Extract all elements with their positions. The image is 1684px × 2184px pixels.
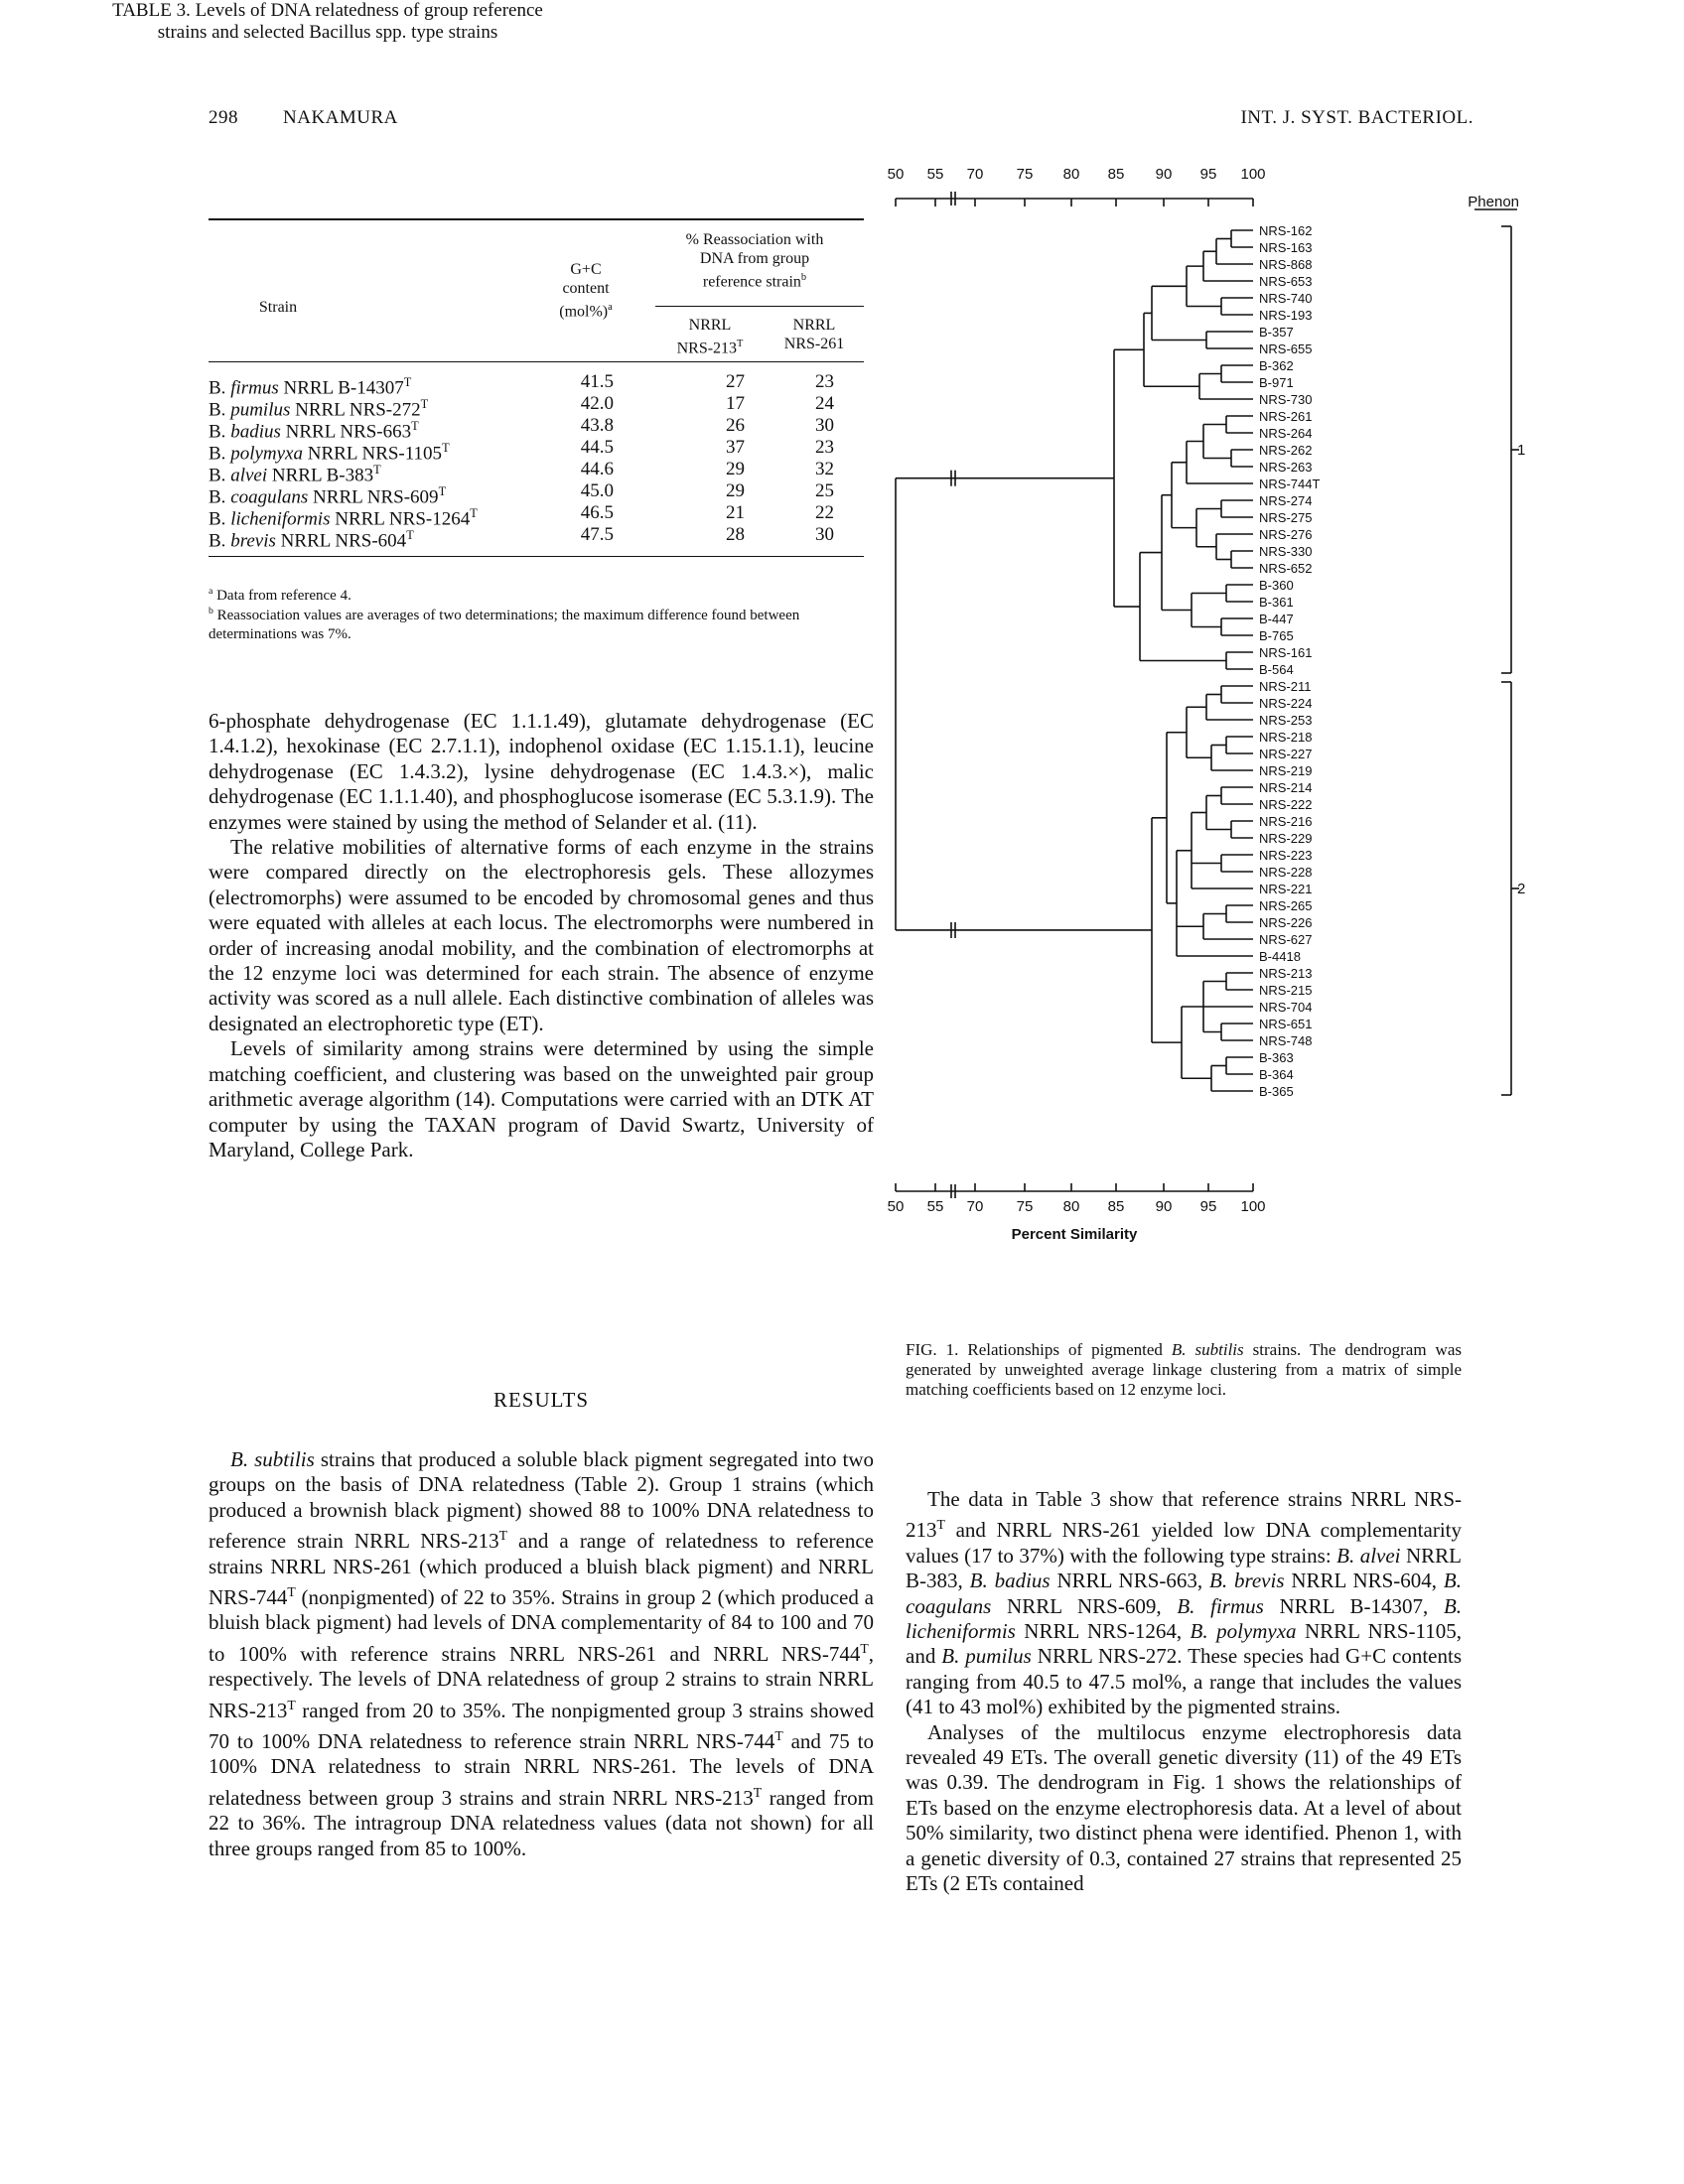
axis-tick-label: 75 [1016, 166, 1034, 183]
axis-tick-label: 85 [1107, 1198, 1125, 1215]
results-text [209, 1447, 874, 1861]
reassoc-nrs213: 17 [726, 393, 745, 414]
dendrogram-leaf-label: NRS-330 [1259, 544, 1313, 559]
body-paragraph: Analyses of the multilocus enzyme electrophoresis data revealed 49 ETs. The overall genetic diversity (11) of the 49 ETs was 0.39. The dendrogram in Fig. 1 shows the relationships of ETs based on the enzyme electrophoresis data. At a level of about 50% similarity, two distinct phena were identified. Phenon 1, with a genetic diversity of 0.3, contained 27 strains that represented 25 ETs (2 ETs contained [906, 1719, 1462, 1896]
table-title-line2: strains and selected Bacillus spp. type strains [157, 22, 498, 43]
dendrogram-leaf-label: NRS-214 [1259, 780, 1313, 795]
col-header-gc-line1: G+C [570, 261, 602, 278]
axis-tick-label: 75 [1016, 1198, 1034, 1215]
col-header-reassociation [645, 230, 864, 291]
reassoc-nrs261: 23 [815, 371, 834, 392]
axis-tick-label: 90 [1155, 1198, 1173, 1215]
dendrogram-leaf-label: B-360 [1259, 578, 1294, 593]
axis-tick-label: 50 [887, 1198, 905, 1215]
reassoc-nrs261: 24 [815, 393, 834, 414]
body-paragraph: The data in Table 3 show that reference strains NRRL NRS-$213^T$ and NRRL NRS-261 yielded low DNA complementarity values (17 to 37%) with the following type strains: B. alvei NRRL B-383, B. badius NRRL NRS-663, B. brevis NRRL NRS-604, B. coagulans NRRL NRS-609, B. firmus NRRL B-14307, B. licheniformis NRRL NRS-1264, B. polymyxa NRRL NRS-1105, and B. pumilus NRRL NRS-272. These species had G+C contents ranging from 40.5 to 47.5 mol%, a range that includes the values (41 to 43 mol%) exhibited by the pigmented strains. [906, 1487, 1463, 1719]
dendrogram-leaf-label: NRS-211 [1259, 679, 1312, 694]
reassoc-nrs213: 21 [726, 502, 745, 523]
col-header-gc [541, 260, 631, 321]
table-title [0, 0, 655, 44]
dendrogram-leaf-label: NRS-262 [1259, 443, 1313, 458]
dendrogram-leaf-label: NRS-228 [1259, 865, 1313, 880]
dendrogram-leaf-label: NRS-229 [1259, 831, 1313, 846]
reassoc-nrs213: 28 [726, 524, 745, 545]
dendrogram-leaf-label: NRS-651 [1259, 1017, 1313, 1031]
dendrogram-leaf-label: NRS-265 [1259, 898, 1313, 913]
phenon-label: 2 [1517, 881, 1526, 897]
dendrogram-leaf-label: NRS-223 [1259, 848, 1313, 863]
col-header-nrs213-line1: NRRL [688, 317, 732, 334]
reassoc-nrs261: 32 [815, 459, 834, 479]
axis-tick-label: 55 [926, 1198, 944, 1215]
dendrogram-leaf-label: NRS-222 [1259, 797, 1313, 812]
dendrogram-leaf-label: NRS-730 [1259, 392, 1313, 407]
reassoc-nrs261: 25 [815, 480, 834, 501]
gc-content: 41.5 [580, 371, 614, 392]
reassoc-nrs213: 26 [726, 415, 745, 436]
table-bottom-rule [209, 556, 864, 557]
dendrogram-leaf-label: NRS-253 [1259, 713, 1313, 728]
axis-tick-label: 95 [1199, 1198, 1217, 1215]
dendrogram-leaf-label: NRS-224 [1259, 696, 1313, 711]
gc-content: 44.6 [580, 459, 614, 479]
methods-paragraph: The relative mobilities of alternative forms of each enzyme in the strains were compared directly on the electrophoresis gels. These allozymes (electromorphs) were assumed to be encoded by chromosomal genes and thus were equated with alleles at each locus. The electromorphs were numbered in order of increasing anodal mobility, and the combination of electromorphs at the 12 enzyme loci was determined for each strain. The absence of enzyme activity was scored as a null allele. Each distinctive combination of alleles was designated an electrophoretic type (ET). [209, 835, 874, 1035]
reassoc-nrs213: 27 [726, 371, 745, 392]
gc-content: 43.8 [580, 415, 614, 436]
methods-text [209, 709, 874, 1162]
table-row [209, 524, 864, 552]
dendrogram-leaf-label: NRS-226 [1259, 915, 1313, 930]
dendrogram-leaf-label: B-971 [1259, 375, 1294, 390]
dendrogram-leaf-label: B-765 [1259, 628, 1294, 643]
strain-name: B. polymyxa NRRL NRS-$1105^T$ [209, 441, 450, 465]
axis-label: Percent Similarity [1011, 1226, 1138, 1243]
results-heading: RESULTS [492, 1388, 590, 1412]
table-row [209, 437, 864, 465]
reassoc-nrs213: 29 [726, 459, 745, 479]
col-header-gc-line2: content [562, 280, 610, 297]
table-row [209, 480, 864, 508]
dendrogram-leaf-label: NRS-740 [1259, 291, 1313, 306]
table-footnote-b: $^b$ Reassociation values are averages of two determinations; the maximum difference found between determinations was 7%. [209, 606, 800, 642]
reassoc-nrs213: 29 [726, 480, 745, 501]
dendrogram-leaf-label: B-357 [1259, 325, 1294, 340]
dendrogram-leaf-label: B-4418 [1259, 949, 1301, 964]
axis-tick-label: 70 [966, 1198, 984, 1215]
dendrogram-leaf-label: NRS-263 [1259, 460, 1313, 475]
page-number: 298 [209, 107, 238, 128]
col-header-nrs261 [765, 316, 864, 353]
running-journal: INT. J. SYST. BACTERIOL. [1240, 107, 1474, 128]
dendrogram-leaf-label: NRS-868 [1259, 257, 1313, 272]
col-header-reassoc-line3: reference strain$^b$ [702, 272, 807, 291]
table-top-rule [209, 218, 864, 220]
col-header-reassoc-line2: DNA from group [699, 250, 810, 267]
dendrogram-leaf-label: NRS-704 [1259, 1000, 1313, 1015]
dendrogram-leaf-label: NRS-744T [1259, 477, 1321, 491]
running-author: NAKAMURA [283, 107, 398, 128]
dendrogram-leaf-label: NRS-227 [1259, 747, 1313, 761]
table-row [209, 371, 864, 399]
axis-tick-label: 90 [1155, 166, 1173, 183]
axis-tick-label: 70 [966, 166, 984, 183]
table-footnote-a: $^a$ Data from reference 4. [209, 586, 351, 604]
dendrogram-leaf-label: NRS-261 [1259, 409, 1313, 424]
dendrogram-leaf-label: NRS-748 [1259, 1033, 1313, 1048]
table-row [209, 502, 864, 530]
col-header-nrs213 [655, 316, 765, 357]
figure-label: FIG. 1. [906, 1340, 959, 1359]
col-header-strain: Strain [258, 299, 298, 316]
axis-tick-label: 85 [1107, 166, 1125, 183]
strain-name: B. alvei NRRL $B-383^T$ [209, 463, 381, 486]
table-sub-rule [655, 306, 864, 307]
dendrogram-figure [884, 166, 1526, 1330]
phenon-header: Phenon [1468, 194, 1519, 210]
right-column-text [906, 1487, 1462, 1897]
reassoc-nrs261: 30 [815, 415, 834, 436]
dendrogram-leaf-label: B-365 [1259, 1084, 1294, 1099]
axis-tick-label: 100 [1240, 1198, 1266, 1215]
axis-tick-label: 80 [1062, 166, 1080, 183]
dendrogram-leaf-label: B-447 [1259, 612, 1294, 626]
dendrogram-leaf-label: NRS-213 [1259, 966, 1313, 981]
axis-tick-label: 100 [1240, 166, 1266, 183]
reassoc-nrs261: 22 [815, 502, 834, 523]
dendrogram-leaf-label: NRS-276 [1259, 527, 1313, 542]
dendrogram-leaf-label: B-362 [1259, 358, 1294, 373]
reassoc-nrs213: 37 [726, 437, 745, 458]
dendrogram-leaf-label: NRS-627 [1259, 932, 1313, 947]
dendrogram-leaf-label: NRS-163 [1259, 240, 1313, 255]
gc-content: 44.5 [580, 437, 614, 458]
table-row [209, 459, 864, 486]
col-header-nrs261-line1: NRRL [792, 317, 836, 334]
table-row [209, 415, 864, 443]
axis-tick-label: 50 [887, 166, 905, 183]
results-paragraph: B. subtilis strains that produced a soluble black pigment segregated into two groups on the basis of DNA relatedness (Table 2). Group 1 strains (which produced a brownish black pigment) showed 88 to 100% DNA relatedness to reference strain NRRL NRS-$213^T$ and a range of relatedness to reference strains NRRL NRS-261 (which produced a bluish black pigment) and NRRL NRS-$744^T$ (nonpigmented) of 22 to 35%. Strains in group 2 (which produced a bluish black pigment) had levels of DNA complementarity of 84 to 100 and 70 to 100% with reference strains NRRL NRS-261 and NRRL NRS-$744^T$, respectively. The levels of DNA relatedness of group 2 strains to strain NRRL NRS-$213^T$ ranged from 20 to 35%. The nonpigmented group 3 strains showed 70 to 100% DNA relatedness to reference strain NRRL NRS-$744^T$ and 75 to 100% DNA relatedness to strain NRRL NRS-261. The levels of DNA relatedness between group 3 strains and strain NRRL NRS-$213^T$ ranged from 22 to 36%. The intragroup DNA relatedness values (data not shown) for all three groups ranged from 85 to 100%. [209, 1447, 875, 1860]
col-header-nrs261-line2: NRS-261 [783, 336, 845, 352]
axis-tick-label: 80 [1062, 1198, 1080, 1215]
gc-content: 42.0 [580, 393, 614, 414]
methods-paragraph: 6-phosphate dehydrogenase (EC 1.1.1.49), glutamate dehydrogenase (EC 1.4.1.2), hexokinase (EC 2.7.1.1), indophenol oxidase (EC 1.15.1.1), leucine dehydrogenase (EC 1.4.3.2), lysine dehydrogenase (EC 1.4.3.×), malic dehydrogenase (EC 1.1.1.40), and phosphoglucose isomerase (EC 5.3.1.9). The enzymes were stained by using the method of Selander et al. (11). [209, 709, 874, 834]
axis-tick-label: 55 [926, 166, 944, 183]
dendrogram-leaf-label: NRS-655 [1259, 341, 1313, 356]
strain-name: B. pumilus NRRL NRS-$272^T$ [209, 397, 429, 421]
dendrogram-leaf-label: NRS-216 [1259, 814, 1313, 829]
dendrogram-leaf-label: NRS-218 [1259, 730, 1313, 745]
col-header-nrs213-line2: NRS-$213^T$ [676, 339, 744, 357]
strain-name: B. badius NRRL NRS-$663^T$ [209, 419, 419, 443]
dendrogram-leaf-label: NRS-193 [1259, 308, 1313, 323]
methods-paragraph: Levels of similarity among strains were determined by using the simple matching coefficient, and clustering was based on the unweighted pair group arithmetic average algorithm (14). Computations were carried with an DTK AT computer by using the TAXAN program of David Swartz, University of Maryland, College Park. [209, 1036, 874, 1161]
dendrogram-leaf-label: NRS-652 [1259, 561, 1313, 576]
dendrogram-leaf-label: NRS-161 [1259, 645, 1313, 660]
strain-name: B. firmus NRRL $B-14307^T$ [209, 375, 412, 399]
dendrogram-leaf-label: NRS-275 [1259, 510, 1313, 525]
figure-caption: FIG. 1. Relationships of pigmented B. subtilis strains. The dendrogram was generated by unweighted average linkage clustering from a matrix of simple matching coefficients based on 12 enzyme loci. [906, 1340, 1462, 1399]
strain-name: B. licheniformis NRRL NRS-$1264^T$ [209, 506, 478, 530]
table-row [209, 393, 864, 421]
dendrogram-leaf-label: NRS-221 [1259, 882, 1313, 896]
col-header-gc-line3: $(mol\%)^a$ [559, 302, 613, 321]
dendrogram-leaf-label: NRS-653 [1259, 274, 1313, 289]
dendrogram-leaf-label: NRS-162 [1259, 223, 1313, 238]
table-title-line1: TABLE 3. Levels of DNA relatedness of group reference [112, 0, 543, 21]
table-header-rule [209, 361, 864, 362]
gc-content: 47.5 [580, 524, 614, 545]
dendrogram-leaf-label: B-361 [1259, 595, 1294, 610]
dendrogram-leaf-label: NRS-264 [1259, 426, 1313, 441]
strain-name: B. coagulans NRRL NRS-$609^T$ [209, 484, 447, 508]
reassoc-nrs261: 30 [815, 524, 834, 545]
reassoc-nrs261: 23 [815, 437, 834, 458]
dendrogram-leaf-label: B-364 [1259, 1067, 1294, 1082]
dendrogram-leaf-label: B-564 [1259, 662, 1294, 677]
dendrogram-leaf-label: NRS-274 [1259, 493, 1313, 508]
strain-name: B. brevis NRRL NRS-$604^T$ [209, 528, 414, 552]
gc-content: 46.5 [580, 502, 614, 523]
dendrogram-leaf-label: NRS-219 [1259, 763, 1313, 778]
col-header-reassoc-line1: % Reassociation with [685, 231, 824, 248]
dendrogram-leaf-label: B-363 [1259, 1050, 1294, 1065]
gc-content: 45.0 [580, 480, 614, 501]
dendrogram-leaf-label: NRS-215 [1259, 983, 1313, 998]
phenon-label: 1 [1517, 442, 1526, 459]
axis-tick-label: 95 [1199, 166, 1217, 183]
